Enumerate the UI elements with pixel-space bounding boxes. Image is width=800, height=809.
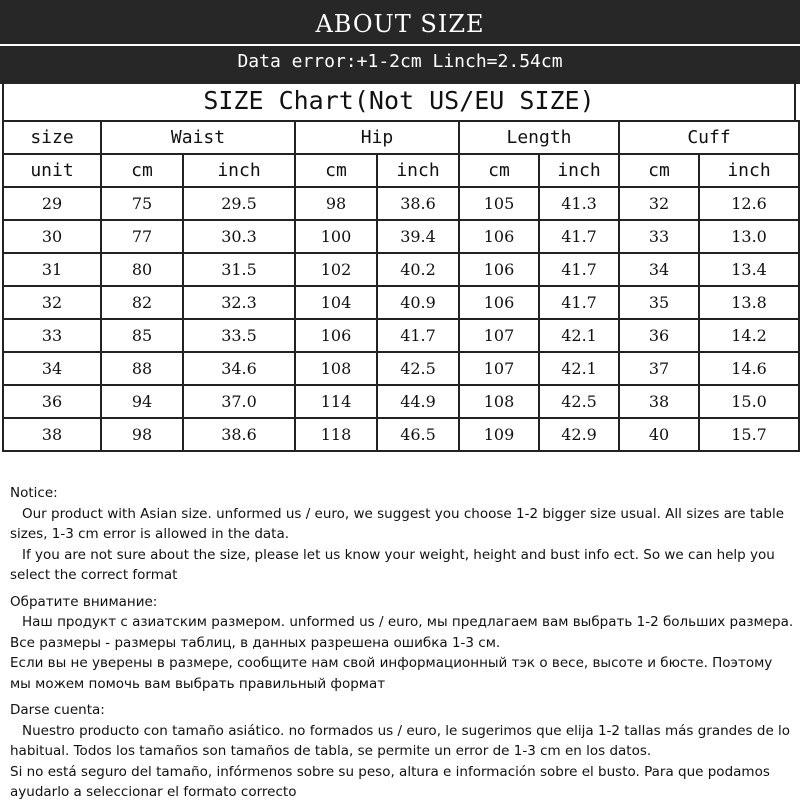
measurement-cell: 32 bbox=[619, 187, 699, 220]
data-error-note: Data error:+1-2cm Linch=2.54cm bbox=[237, 51, 563, 72]
measurement-cell: 41.7 bbox=[377, 319, 459, 352]
measurement-cell: 42.1 bbox=[539, 319, 619, 352]
measurement-cell: 102 bbox=[295, 253, 377, 286]
size-cell: 36 bbox=[3, 385, 101, 418]
unit-header-row bbox=[3, 154, 799, 187]
measurement-cell: 14.6 bbox=[699, 352, 799, 385]
size-cell: 30 bbox=[3, 220, 101, 253]
measurement-cell: 34 bbox=[619, 253, 699, 286]
measurement-cell: 13.0 bbox=[699, 220, 799, 253]
measurement-cell: 104 bbox=[295, 286, 377, 319]
measurement-cell: 106 bbox=[459, 220, 539, 253]
size-cell: 33 bbox=[3, 319, 101, 352]
measurement-cell: 106 bbox=[459, 253, 539, 286]
notice-ru-paragraph: Если вы не уверены в размере, сообщите нам свой информационный тэк о весе, высоте и бюсте. Поэтому мы можем помочь вам выбрать правильный формат bbox=[10, 655, 773, 692]
group-header-row bbox=[3, 121, 799, 154]
size-cell: 32 bbox=[3, 286, 101, 319]
size-cell: 38 bbox=[3, 418, 101, 451]
measurement-cell: 46.5 bbox=[377, 418, 459, 451]
measurement-cell: 44.9 bbox=[377, 385, 459, 418]
unit-cell: cm bbox=[459, 154, 539, 187]
measurement-cell: 41.7 bbox=[539, 286, 619, 319]
notice-es bbox=[10, 700, 794, 803]
table-row bbox=[3, 418, 799, 451]
measurement-cell: 100 bbox=[295, 220, 377, 253]
notice-ru bbox=[10, 592, 794, 695]
measurement-cell: 85 bbox=[101, 319, 183, 352]
header-waist: Waist bbox=[101, 121, 295, 154]
size-cell: 29 bbox=[3, 187, 101, 220]
measurement-cell: 40.9 bbox=[377, 286, 459, 319]
header-hip: Hip bbox=[295, 121, 459, 154]
size-cell: 34 bbox=[3, 352, 101, 385]
measurement-cell: 33 bbox=[619, 220, 699, 253]
measurement-cell: 29.5 bbox=[183, 187, 295, 220]
header-bar bbox=[0, 0, 800, 84]
notice-ru-paragraph: Все размеры - размеры таблиц, в данных разрешена ошибка 1-3 см. bbox=[10, 634, 501, 651]
measurement-cell: 41.7 bbox=[539, 220, 619, 253]
measurement-cell: 40 bbox=[619, 418, 699, 451]
table-row bbox=[3, 187, 799, 220]
header-length: Length bbox=[459, 121, 619, 154]
measurement-cell: 33.5 bbox=[183, 319, 295, 352]
unit-cell: cm bbox=[295, 154, 377, 187]
measurement-cell: 94 bbox=[101, 385, 183, 418]
table-row bbox=[3, 385, 799, 418]
size-chart-title: SIZE Chart(Not US/EU SIZE) bbox=[2, 80, 796, 120]
notice-es-paragraph: Nuestro producto con tamaño asiático. no formados us / euro, le sugerimos que elija 1-2 tallas más grandes de lo habitual. Todos los tamaños son tamaños de tabla, se permite un error de 1-3 cm en los datos. bbox=[10, 722, 791, 759]
measurement-cell: 39.4 bbox=[377, 220, 459, 253]
measurement-cell: 42.5 bbox=[377, 352, 459, 385]
measurement-cell: 15.7 bbox=[699, 418, 799, 451]
measurement-cell: 118 bbox=[295, 418, 377, 451]
notice-es-paragraph: Si no está seguro del tamaño, infórmenos sobre su peso, altura e información sobre el busto. Para que podamos ayudarlo a seleccionar el formato correcto bbox=[10, 763, 770, 800]
measurement-cell: 42.1 bbox=[539, 352, 619, 385]
header-unit: unit bbox=[3, 154, 101, 187]
notice-en bbox=[10, 483, 794, 586]
measurement-cell: 32.3 bbox=[183, 286, 295, 319]
measurement-cell: 42.9 bbox=[539, 418, 619, 451]
measurement-cell: 75 bbox=[101, 187, 183, 220]
measurement-cell: 108 bbox=[295, 352, 377, 385]
measurement-cell: 13.4 bbox=[699, 253, 799, 286]
measurement-cell: 106 bbox=[459, 286, 539, 319]
measurement-cell: 35 bbox=[619, 286, 699, 319]
notice-en-paragraph: Our product with Asian size. unformed us / euro, we suggest you choose 1-2 bigger size usual. All sizes are table sizes, 1-3 cm error is allowed in the data. bbox=[10, 505, 785, 542]
measurement-cell: 88 bbox=[101, 352, 183, 385]
notice-en-heading: Notice: bbox=[10, 485, 58, 501]
measurement-cell: 106 bbox=[295, 319, 377, 352]
notice-en-paragraph: If you are not sure about the size, please let us know your weight, height and bust info ect. So we can help you select the correct format bbox=[10, 546, 775, 583]
measurement-cell: 12.6 bbox=[699, 187, 799, 220]
measurement-cell: 107 bbox=[459, 319, 539, 352]
measurement-cell: 80 bbox=[101, 253, 183, 286]
table-row bbox=[3, 286, 799, 319]
measurement-cell: 36 bbox=[619, 319, 699, 352]
size-cell: 31 bbox=[3, 253, 101, 286]
measurement-cell: 109 bbox=[459, 418, 539, 451]
table-row bbox=[3, 319, 799, 352]
measurement-cell: 98 bbox=[101, 418, 183, 451]
measurement-cell: 37.0 bbox=[183, 385, 295, 418]
measurement-cell: 98 bbox=[295, 187, 377, 220]
notice-es-heading: Darse cuenta: bbox=[10, 702, 105, 718]
measurement-cell: 41.3 bbox=[539, 187, 619, 220]
measurement-cell: 41.7 bbox=[539, 253, 619, 286]
measurement-cell: 77 bbox=[101, 220, 183, 253]
header-cuff: Cuff bbox=[619, 121, 799, 154]
unit-cell: cm bbox=[619, 154, 699, 187]
measurement-cell: 30.3 bbox=[183, 220, 295, 253]
unit-cell: inch bbox=[539, 154, 619, 187]
measurement-cell: 13.8 bbox=[699, 286, 799, 319]
measurement-cell: 37 bbox=[619, 352, 699, 385]
header-size: size bbox=[3, 121, 101, 154]
table-row bbox=[3, 352, 799, 385]
measurement-cell: 31.5 bbox=[183, 253, 295, 286]
notice-ru-paragraph: Наш продукт с азиатским размером. unformed us / euro, мы предлагаем вам выбрать 1-2 больших размера. bbox=[22, 614, 794, 630]
measurement-cell: 38 bbox=[619, 385, 699, 418]
unit-cell: inch bbox=[377, 154, 459, 187]
size-table bbox=[2, 120, 800, 452]
measurement-cell: 14.2 bbox=[699, 319, 799, 352]
unit-cell: cm bbox=[101, 154, 183, 187]
page-title: ABOUT SIZE bbox=[315, 10, 485, 38]
notice-ru-heading: Обратите внимание: bbox=[10, 593, 158, 610]
measurement-cell: 42.5 bbox=[539, 385, 619, 418]
measurement-cell: 107 bbox=[459, 352, 539, 385]
measurement-cell: 105 bbox=[459, 187, 539, 220]
measurement-cell: 34.6 bbox=[183, 352, 295, 385]
measurement-cell: 82 bbox=[101, 286, 183, 319]
measurement-cell: 15.0 bbox=[699, 385, 799, 418]
table-row bbox=[3, 253, 799, 286]
measurement-cell: 40.2 bbox=[377, 253, 459, 286]
measurement-cell: 38.6 bbox=[377, 187, 459, 220]
unit-cell: inch bbox=[183, 154, 295, 187]
table-row bbox=[3, 220, 799, 253]
measurement-cell: 108 bbox=[459, 385, 539, 418]
measurement-cell: 38.6 bbox=[183, 418, 295, 451]
measurement-cell: 114 bbox=[295, 385, 377, 418]
notes-section bbox=[10, 483, 794, 809]
unit-cell: inch bbox=[699, 154, 799, 187]
